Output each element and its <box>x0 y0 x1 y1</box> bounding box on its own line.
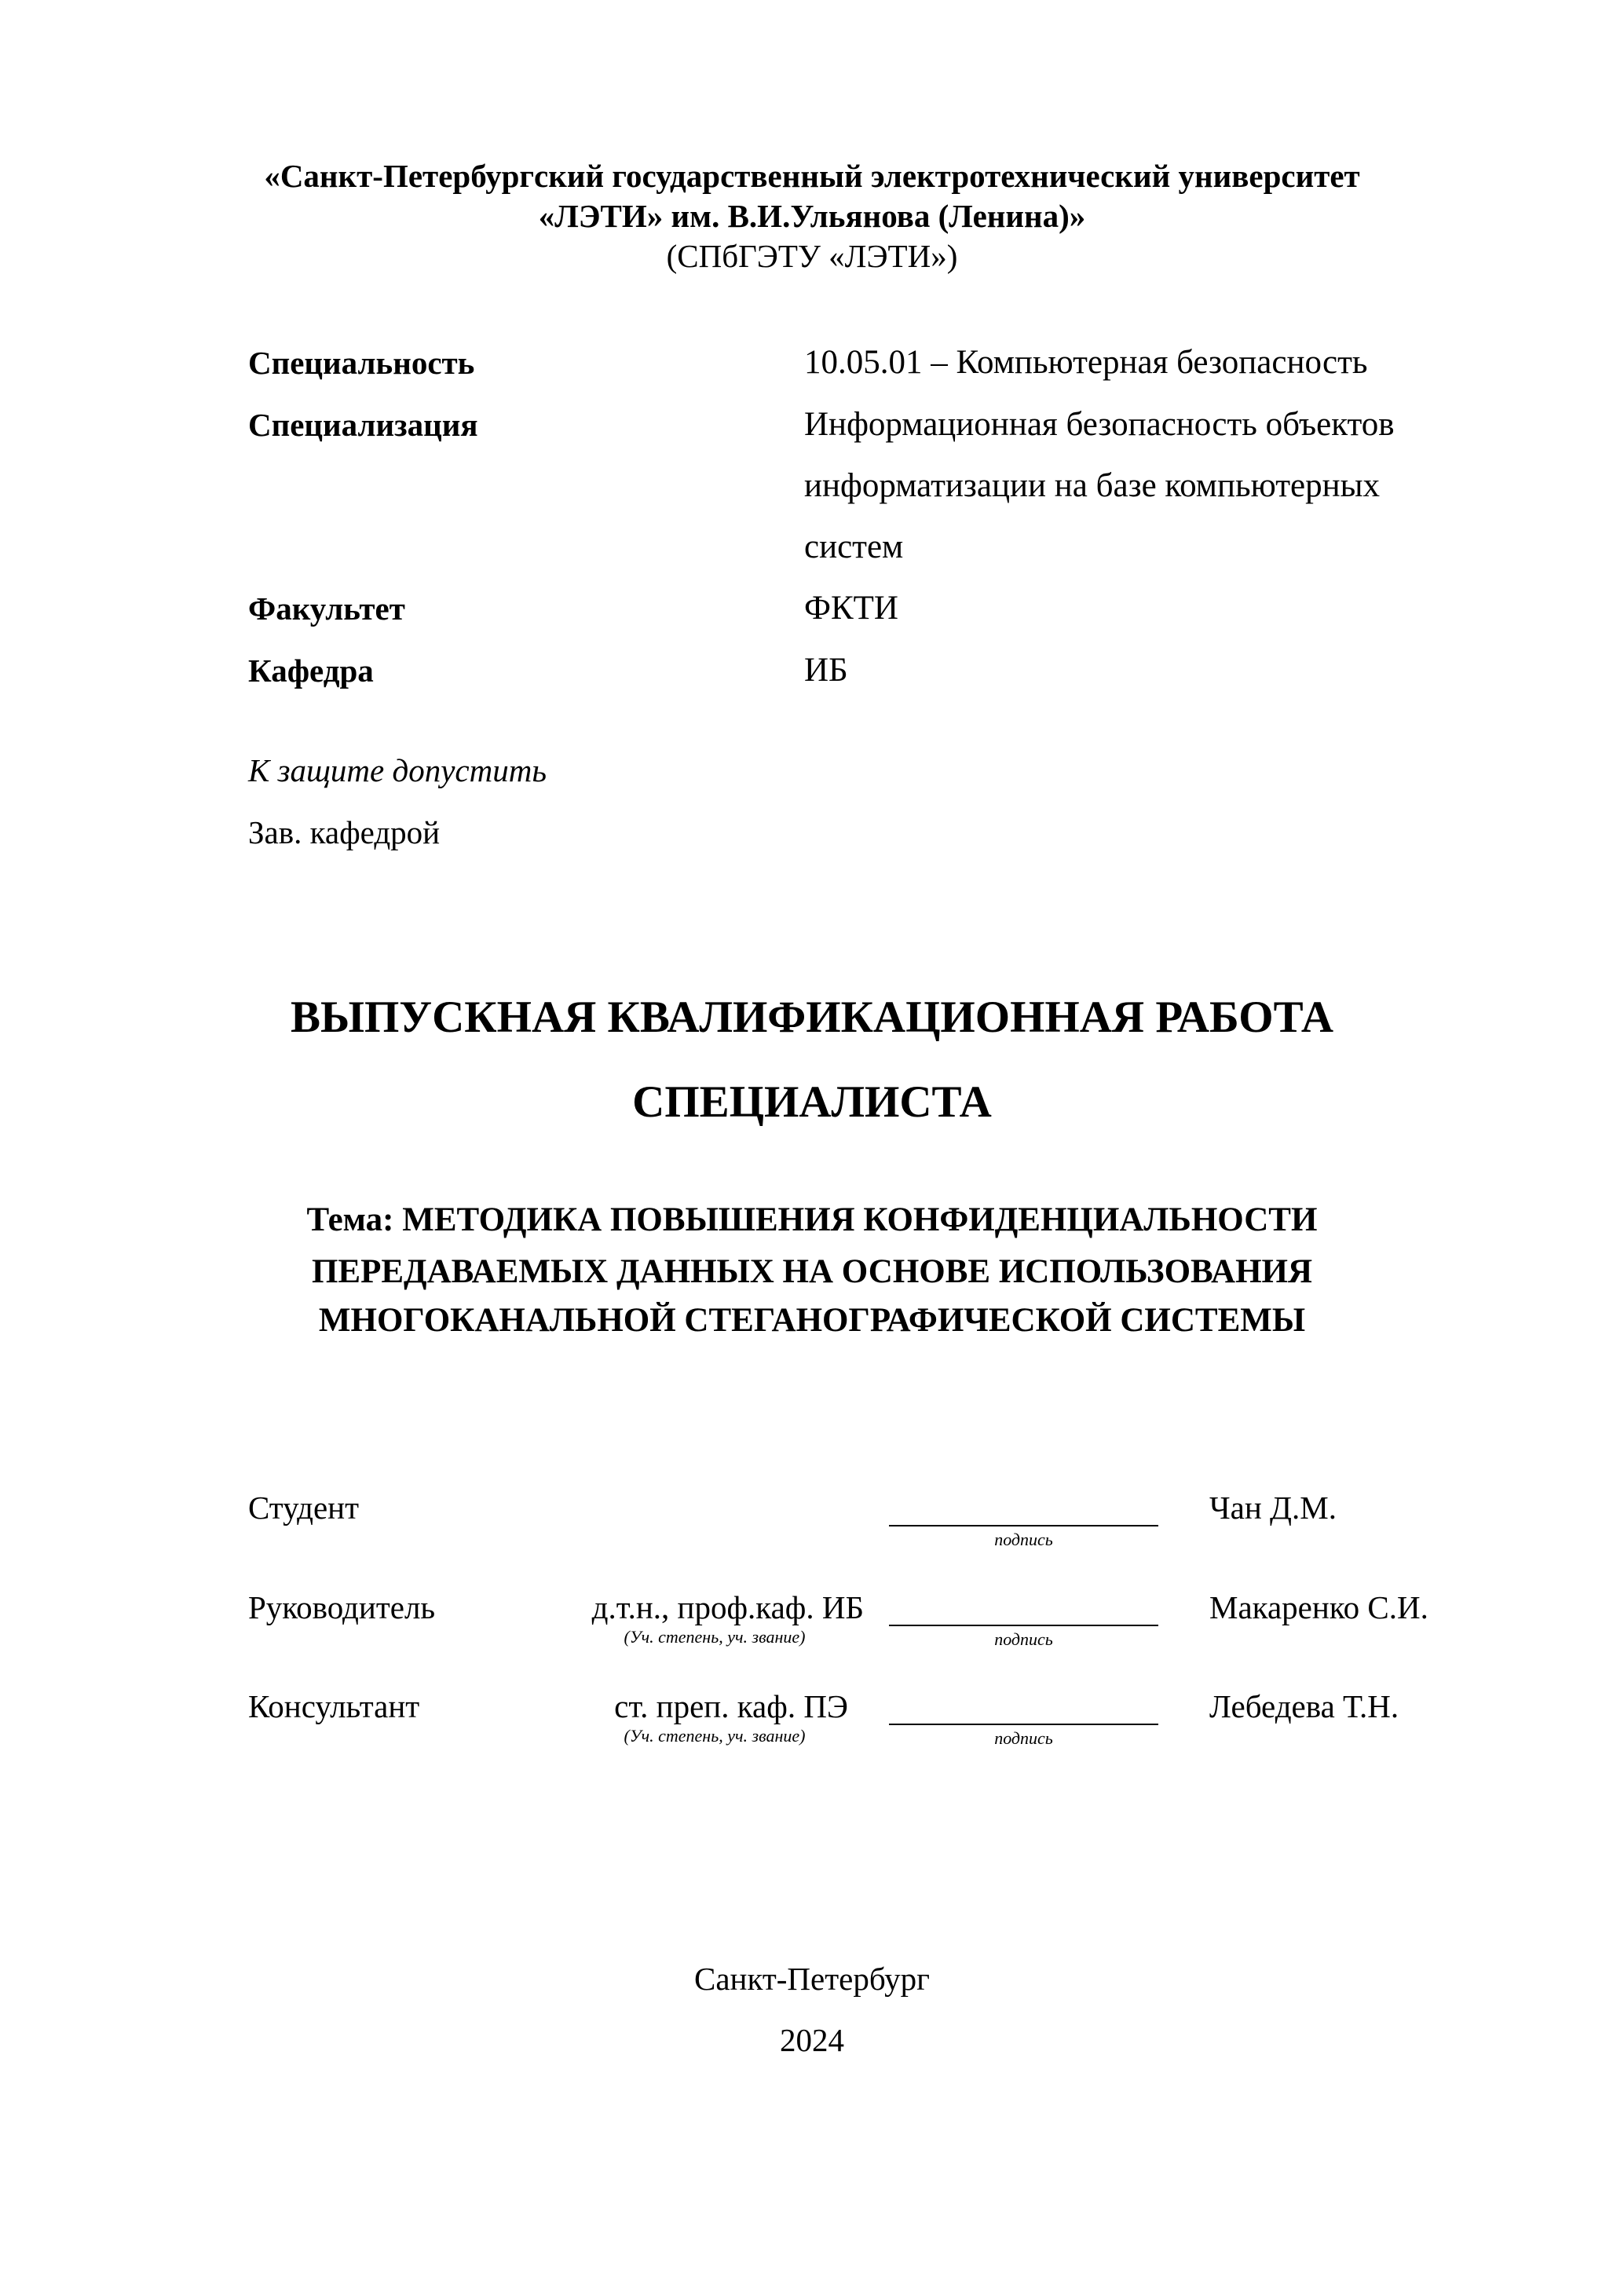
supervisor-degree: д.т.н., проф.каф. ИБ <box>591 1589 864 1625</box>
consultant-degree-caption: (Уч. степень, уч. звание) <box>624 1726 806 1746</box>
student-signature-caption: подпись <box>994 1530 1053 1549</box>
supervisor-role: Руководитель <box>248 1589 436 1625</box>
work-title-line1: ВЫПУСКНАЯ КВАЛИФИКАЦИОННАЯ РАБОТА <box>290 993 1333 1042</box>
consultant-name: Лебедева Т.Н. <box>1209 1688 1399 1724</box>
department-label: Кафедра <box>248 653 374 689</box>
university-name-line1: «Санкт-Петербургский государственный электротехнический университет <box>264 158 1360 194</box>
specialty-label: Специальность <box>248 345 475 381</box>
faculty-label: Факультет <box>248 590 405 627</box>
consultant-degree: ст. преп. каф. ПЭ <box>614 1688 848 1724</box>
consultant-signature-line <box>889 1724 1158 1725</box>
faculty-value: ФКТИ <box>804 590 898 627</box>
specialization-value-line3: систем <box>804 528 904 565</box>
student-role: Студент <box>248 1490 360 1526</box>
specialization-value-line2: информатизации на базе компьютерных <box>804 467 1380 504</box>
specialization-value-line1: Информационная безопасность объектов <box>804 406 1395 443</box>
university-abbreviation: (СПбГЭТУ «ЛЭТИ») <box>666 238 958 274</box>
work-title-line2: СПЕЦИАЛИСТА <box>632 1077 992 1127</box>
department-value: ИБ <box>804 652 848 689</box>
admit-to-defense: К защите допустить <box>248 752 547 788</box>
student-signature-line <box>889 1525 1158 1526</box>
specialization-label: Специализация <box>248 407 478 443</box>
footer-city: Санкт-Петербург <box>694 1961 930 1997</box>
supervisor-signature-caption: подпись <box>994 1629 1053 1649</box>
topic-line3: МНОГОКАНАЛЬНОЙ СТЕГАНОГРАФИЧЕСКОЙ СИСТЕМЫ <box>318 1302 1306 1339</box>
specialty-value: 10.05.01 – Компьютерная безопасность <box>804 344 1368 381</box>
student-name: Чан Д.М. <box>1209 1490 1337 1526</box>
footer-year: 2024 <box>780 2022 844 2058</box>
consultant-role: Консультант <box>248 1688 420 1724</box>
topic-line2: ПЕРЕДАВАЕМЫХ ДАННЫХ НА ОСНОВЕ ИСПОЛЬЗОВАНИЯ <box>311 1253 1313 1290</box>
university-name-line2: «ЛЭТИ» им. В.И.Ульянова (Ленина)» <box>538 198 1086 234</box>
supervisor-name: Макаренко С.И. <box>1209 1589 1428 1625</box>
head-of-department: Зав. кафедрой <box>248 814 441 850</box>
topic-line1: Тема: МЕТОДИКА ПОВЫШЕНИЯ КОНФИДЕНЦИАЛЬНОСТИ <box>306 1201 1318 1238</box>
consultant-signature-caption: подпись <box>994 1728 1053 1748</box>
supervisor-degree-caption: (Уч. степень, уч. звание) <box>624 1627 806 1647</box>
supervisor-signature-line <box>889 1625 1158 1626</box>
